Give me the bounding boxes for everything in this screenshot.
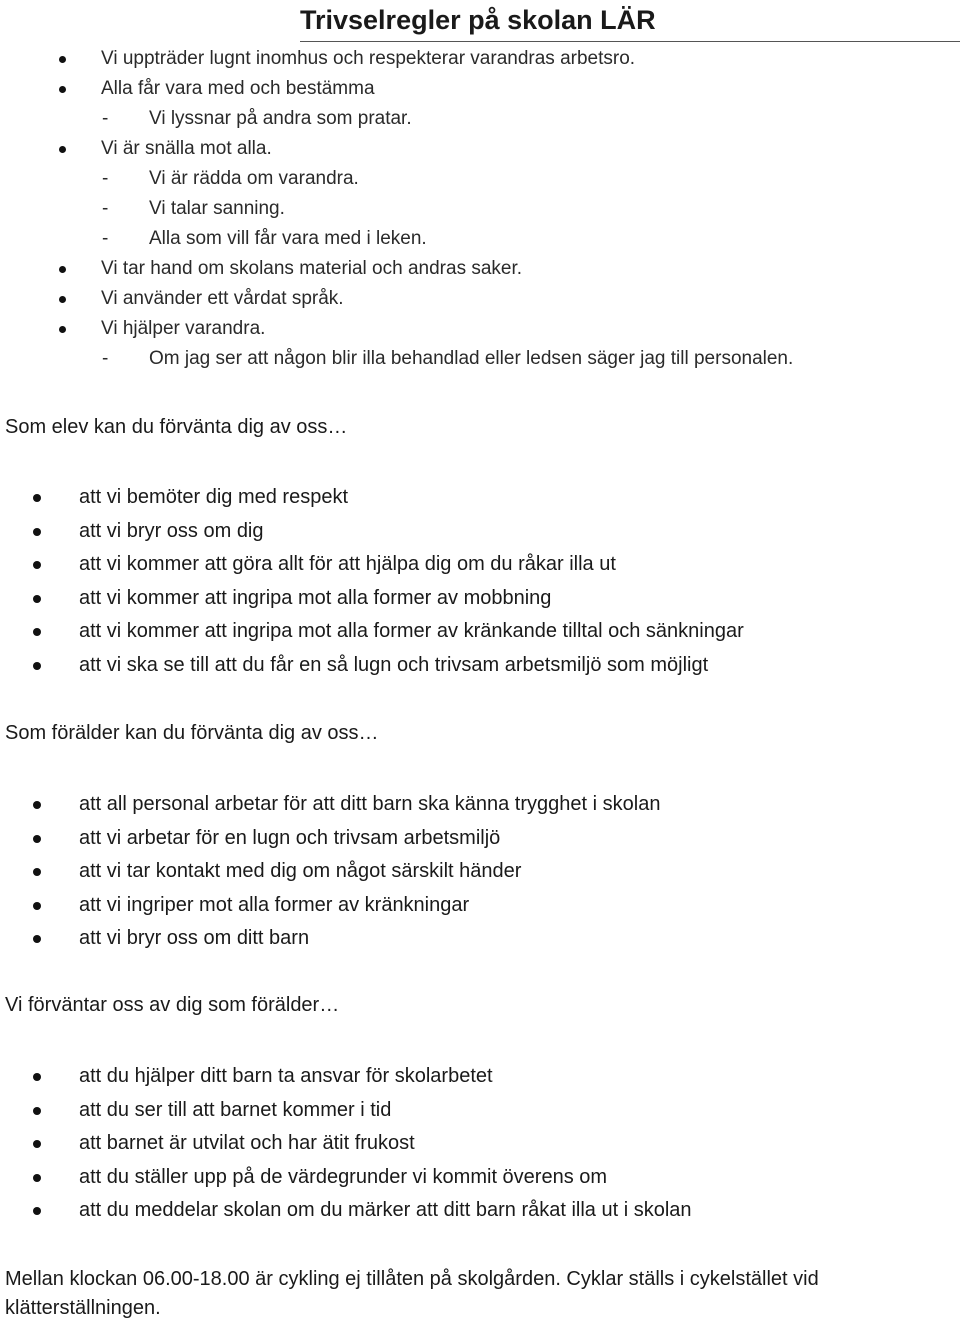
bullet-icon bbox=[59, 266, 66, 273]
dash-marker: - bbox=[102, 228, 109, 249]
list-item-text: att vi bemöter dig med respekt bbox=[79, 486, 349, 508]
list-item-text: att vi bryr oss om dig bbox=[79, 519, 264, 542]
bullet-icon bbox=[33, 935, 41, 943]
list-item-text: att vi kommer att göra allt för att hjälpa dig om du råkar illa ut bbox=[79, 553, 616, 576]
rule-subitem bbox=[0, 194, 960, 224]
student-expectations-list bbox=[0, 481, 960, 683]
title-underline bbox=[300, 41, 960, 42]
dash-marker: - bbox=[102, 198, 109, 219]
list-item bbox=[0, 1060, 960, 1094]
rule-text: Vi är rädda om varandra. bbox=[149, 168, 359, 189]
list-item bbox=[0, 1161, 960, 1195]
section-heading: Som elev kan du förvänta dig av oss… bbox=[5, 416, 348, 438]
bullet-icon bbox=[33, 835, 41, 843]
bullet-icon bbox=[33, 1207, 41, 1215]
bullet-icon bbox=[33, 528, 41, 536]
list-item bbox=[0, 822, 960, 856]
page-title: Trivselregler på skolan LÄR bbox=[300, 5, 656, 35]
list-item-text: att du ställer upp på de värdegrunder vi kommit överens om bbox=[79, 1165, 608, 1188]
bullet-icon bbox=[33, 902, 41, 910]
list-item-text: att vi kommer att ingripa mot alla former av kränkande tilltal och sänkningar bbox=[79, 620, 744, 643]
bullet-icon bbox=[33, 595, 41, 603]
list-item-text: att vi ingriper mot alla former av kränkningar bbox=[79, 893, 470, 916]
dash-marker: - bbox=[102, 168, 109, 189]
rule-subitem bbox=[0, 164, 960, 194]
rule-text: Vi uppträder lugnt inomhus och respekterar varandras arbetsro. bbox=[101, 48, 636, 69]
list-item bbox=[0, 515, 960, 549]
list-item-text: att all personal arbetar för att ditt barn ska känna trygghet i skolan bbox=[79, 793, 661, 815]
list-item-text: att vi arbetar för en lugn och trivsam arbetsmiljö bbox=[79, 826, 501, 849]
list-item bbox=[0, 788, 960, 822]
rule-item bbox=[0, 74, 960, 104]
list-item-text: att vi kommer att ingripa mot alla former av mobbning bbox=[79, 586, 552, 609]
section-heading: Som förälder kan du förvänta dig av oss… bbox=[5, 722, 379, 744]
rule-text: Om jag ser att någon blir illa behandlad eller ledsen säger jag till personalen. bbox=[149, 348, 794, 369]
bullet-icon bbox=[59, 56, 66, 63]
rule-item bbox=[0, 314, 960, 344]
list-item bbox=[0, 922, 960, 956]
rule-text: Vi lyssnar på andra som pratar. bbox=[149, 108, 412, 129]
bullet-icon bbox=[33, 801, 41, 809]
bullet-icon bbox=[59, 296, 66, 303]
bullet-icon bbox=[33, 1073, 41, 1081]
bullet-icon bbox=[59, 146, 66, 153]
bullet-icon bbox=[33, 628, 41, 636]
list-item bbox=[0, 889, 960, 923]
rule-item bbox=[0, 44, 960, 74]
section-heading: Vi förväntar oss av dig som förälder… bbox=[5, 994, 340, 1016]
list-item bbox=[0, 855, 960, 889]
bullet-icon bbox=[33, 868, 41, 876]
bullet-icon bbox=[33, 494, 41, 502]
rule-item bbox=[0, 254, 960, 284]
parent-expectations-list bbox=[0, 788, 960, 956]
bullet-icon bbox=[33, 561, 41, 569]
list-item bbox=[0, 582, 960, 616]
bullet-icon bbox=[33, 1140, 41, 1148]
bullet-icon bbox=[33, 662, 41, 670]
list-item bbox=[0, 548, 960, 582]
rule-text: Alla får vara med och bestämma bbox=[101, 78, 375, 99]
bullet-icon bbox=[59, 326, 66, 333]
list-item bbox=[0, 615, 960, 649]
rule-text: Vi är snälla mot alla. bbox=[101, 138, 272, 159]
rule-subitem bbox=[0, 224, 960, 254]
list-item-text: att vi ska se till att du får en så lugn och trivsam arbetsmiljö som möjligt bbox=[79, 653, 709, 676]
dash-marker: - bbox=[102, 108, 109, 129]
list-item-text: att du hjälper ditt barn ta ansvar för skolarbetet bbox=[79, 1065, 493, 1087]
bike-rule-note: Mellan klockan 06.00-18.00 är cykling ej tillåten på skolgården. Cyklar ställs i cykelstället vid klätterställningen. bbox=[5, 1268, 819, 1319]
list-item bbox=[0, 649, 960, 683]
list-item-text: att vi tar kontakt med dig om något särskilt händer bbox=[79, 860, 522, 883]
bullet-icon bbox=[33, 1107, 41, 1115]
list-item bbox=[0, 1094, 960, 1128]
bullet-icon bbox=[33, 1174, 41, 1182]
rule-item bbox=[0, 284, 960, 314]
rule-subitem bbox=[0, 104, 960, 134]
list-item bbox=[0, 1127, 960, 1161]
dash-marker: - bbox=[102, 348, 109, 369]
rule-text: Alla som vill får vara med i leken. bbox=[149, 228, 427, 249]
list-item-text: att du meddelar skolan om du märker att ditt barn råkat illa ut i skolan bbox=[79, 1199, 692, 1222]
rule-item bbox=[0, 134, 960, 164]
rule-subitem bbox=[0, 344, 960, 374]
rule-text: Vi hjälper varandra. bbox=[101, 318, 266, 339]
rule-text: Vi använder ett vårdat språk. bbox=[101, 288, 344, 309]
list-item-text: att du ser till att barnet kommer i tid bbox=[79, 1098, 392, 1121]
rule-text: Vi tar hand om skolans material och andras saker. bbox=[101, 258, 523, 279]
list-item-text: att barnet är utvilat och har ätit frukost bbox=[79, 1132, 415, 1155]
list-item bbox=[0, 481, 960, 515]
rules-list bbox=[0, 44, 960, 374]
list-item-text: att vi bryr oss om ditt barn bbox=[79, 927, 310, 950]
bullet-icon bbox=[59, 86, 66, 93]
rule-text: Vi talar sanning. bbox=[149, 198, 285, 219]
school-expects-from-parents-list bbox=[0, 1060, 960, 1228]
list-item bbox=[0, 1194, 960, 1228]
